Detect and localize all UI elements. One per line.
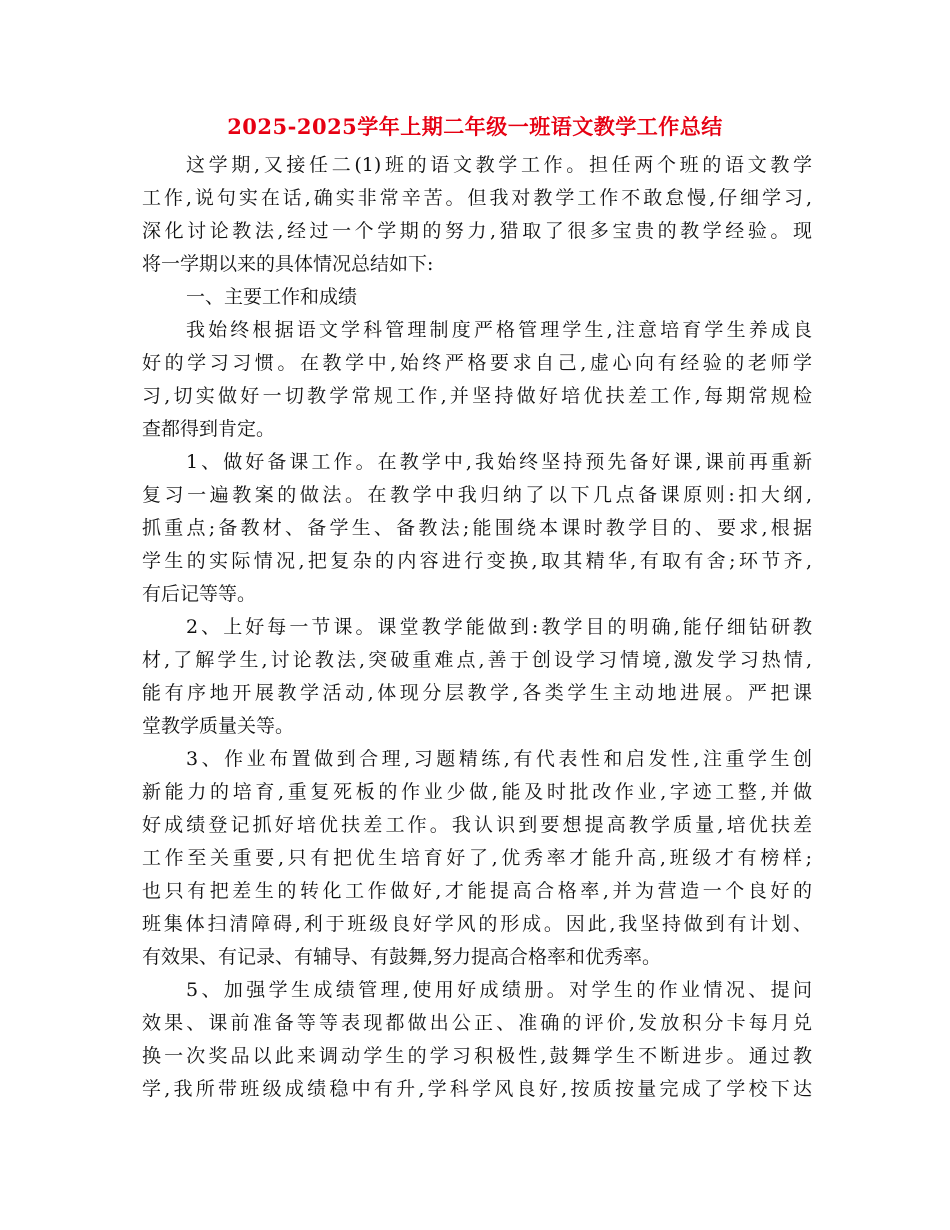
paragraph-line: 新能力的培育,重复死板的作业少做,能及时批改作业,字迹工整,并做 xyxy=(142,781,812,803)
paragraph-line: 1、做好备课工作。在教学中,我始终坚持预先备好课,课前再重新 xyxy=(186,451,812,473)
paragraph-line: 5、加强学生成绩管理,使用好成绩册。对学生的作业情况、提问 xyxy=(186,979,812,1001)
paragraph-line: 深化讨论教法,经过一个学期的努力,猎取了很多宝贵的教学经验。现 xyxy=(142,220,812,242)
paragraph-line: 也只有把差生的转化工作做好,才能提高合格率,并为营造一个良好的 xyxy=(142,880,812,902)
paragraph-line: 学,我所带班级成绩稳中有升,学科学风良好,按质按量完成了学校下达 xyxy=(142,1078,812,1100)
paragraph-line: 3、作业布置做到合理,习题精练,有代表性和启发性,注重学生创 xyxy=(186,748,812,770)
paragraph-line: 好成绩登记抓好培优扶差工作。我认识到要想提高教学质量,培优扶差 xyxy=(142,814,812,836)
paragraph-line: 堂教学质量关等。 xyxy=(142,715,295,737)
paragraph-line: 学生的实际情况,把复杂的内容进行变换,取其精华,有取有舍;环节齐, xyxy=(142,550,812,572)
paragraph-line: 换一次奖品以此来调动学生的学习积极性,鼓舞学生不断进步。通过教 xyxy=(142,1045,812,1067)
paragraph-line: 习,切实做好一切教学常规工作,并坚持做好培优扶差工作,每期常规检 xyxy=(142,385,812,407)
paragraph-line: 班集体扫清障碍,利于班级良好学风的形成。因此,我坚持做到有计划、 xyxy=(142,913,812,935)
section-heading: 一、主要工作和成绩 xyxy=(186,286,358,308)
paragraph-line: 好的学习习惯。在教学中,始终严格要求自己,虚心向有经验的老师学 xyxy=(142,352,812,374)
paragraph-line: 能有序地开展教学活动,体现分层教学,各类学生主动地进展。严把课 xyxy=(142,682,812,704)
paragraph-line: 有效果、有记录、有辅导、有鼓舞,努力提高合格率和优秀率。 xyxy=(142,946,662,968)
paragraph-line: 效果、课前准备等等表现都做出公正、准确的评价,发放积分卡每月兑 xyxy=(142,1012,812,1034)
document-title: 2025-2025学年上期二年级一班语文教学工作总结 xyxy=(227,114,723,139)
paragraph-line: 将一学期以来的具体情况总结如下: xyxy=(142,253,434,275)
paragraph-line: 工作至关重要,只有把优生培育好了,优秀率才能升高,班级才有榜样; xyxy=(142,847,812,869)
paragraph-line: 查都得到肯定。 xyxy=(142,418,276,440)
paragraph-line: 这学期,又接任二(1)班的语文教学工作。担任两个班的语文教学 xyxy=(186,154,812,176)
paragraph-line: 我始终根据语文学科管理制度严格管理学生,注意培育学生养成良 xyxy=(186,319,812,341)
paragraph-line: 抓重点;备教材、备学生、备教法;能围绕本课时教学目的、要求,根据 xyxy=(142,517,812,539)
paragraph-line: 有后记等等。 xyxy=(142,583,257,605)
paragraph-line: 2、上好每一节课。课堂教学能做到:教学目的明确,能仔细钻研教 xyxy=(186,616,812,638)
paragraph-line: 工作,说句实在话,确实非常辛苦。但我对教学工作不敢怠慢,仔细学习, xyxy=(142,187,812,209)
paragraph-line: 材,了解学生,讨论教法,突破重难点,善于创设学习情境,激发学习热情, xyxy=(142,649,812,671)
paragraph-line: 复习一遍教案的做法。在教学中我归纳了以下几点备课原则:扣大纲, xyxy=(142,484,812,506)
